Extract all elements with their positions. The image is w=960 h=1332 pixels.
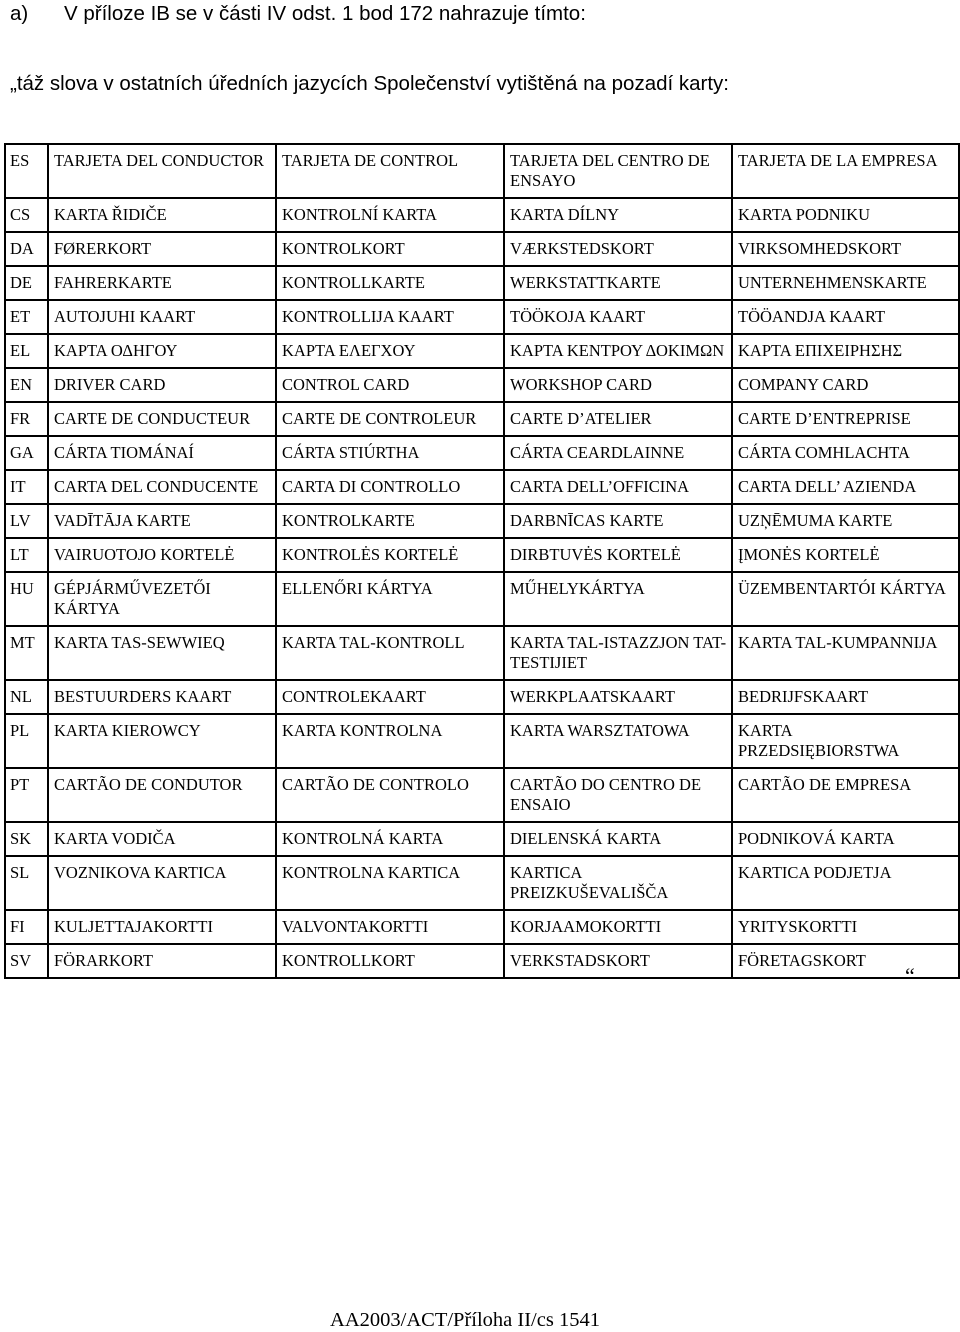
workshop-card-cell: DARBNĪCAS KARTE	[504, 504, 732, 538]
workshop-card-cell: KARTA WARSZTATOWA	[504, 714, 732, 768]
control-card-cell: ELLENŐRI KÁRTYA	[276, 572, 504, 626]
control-card-cell: KONTROLLKORT	[276, 944, 504, 978]
control-card-cell: KONTROLNA KARTICA	[276, 856, 504, 910]
control-card-cell: VALVONTAKORTTI	[276, 910, 504, 944]
table-row	[5, 714, 959, 768]
control-card-cell: CARTE DE CONTROLEUR	[276, 402, 504, 436]
driver-card-cell: CARTA DEL CONDUCENTE	[48, 470, 276, 504]
control-card-cell: KONTROLĖS KORTELĖ	[276, 538, 504, 572]
language-code-cell: LT	[5, 538, 48, 572]
table-row	[5, 910, 959, 944]
driver-card-cell: CARTÃO DE CONDUTOR	[48, 768, 276, 822]
control-card-cell: KONTROLLKARTE	[276, 266, 504, 300]
workshop-card-cell: VÆRKSTEDSKORT	[504, 232, 732, 266]
control-card-cell: KONTROLKORT	[276, 232, 504, 266]
workshop-card-cell: WORKSHOP CARD	[504, 368, 732, 402]
control-card-cell: CONTROLEKAART	[276, 680, 504, 714]
language-code-cell: GA	[5, 436, 48, 470]
driver-card-cell: KARTA KIEROWCY	[48, 714, 276, 768]
workshop-card-cell: DIRBTUVĖS KORTELĖ	[504, 538, 732, 572]
company-card-cell: FÖRETAGSKORT	[732, 944, 959, 978]
driver-card-cell: TARJETA DEL CONDUCTOR	[48, 144, 276, 198]
table-row	[5, 300, 959, 334]
language-code-cell: CS	[5, 198, 48, 232]
card-names-table-body	[5, 144, 959, 978]
control-card-cell: KONTROLLIJA KAART	[276, 300, 504, 334]
company-card-cell: CARTE D’ENTREPRISE	[732, 402, 959, 436]
table-row	[5, 504, 959, 538]
control-card-cell: CÁRTA STIÚRTHA	[276, 436, 504, 470]
company-card-cell: BEDRIJFSKAART	[732, 680, 959, 714]
company-card-cell: KARTICA PODJETJA	[732, 856, 959, 910]
company-card-cell: CÁRTA COMHLACHTA	[732, 436, 959, 470]
language-code-cell: FR	[5, 402, 48, 436]
table-row	[5, 944, 959, 978]
language-code-cell: HU	[5, 572, 48, 626]
language-code-cell: ET	[5, 300, 48, 334]
driver-card-cell: VAIRUOTOJO KORTELĖ	[48, 538, 276, 572]
company-card-cell: TARJETA DE LA EMPRESA	[732, 144, 959, 198]
language-code-cell: ES	[5, 144, 48, 198]
driver-card-cell: FAHRERKARTE	[48, 266, 276, 300]
amendment-heading-text: V příloze IB se v části IV odst. 1 bod 172 nahrazuje tímto:	[64, 2, 586, 25]
language-code-cell: EL	[5, 334, 48, 368]
table-row	[5, 144, 959, 198]
language-code-cell: LV	[5, 504, 48, 538]
workshop-card-cell: KARTICA PREIZKUŠEVALIŠČA	[504, 856, 732, 910]
language-code-cell: PT	[5, 768, 48, 822]
workshop-card-cell: ΚΑΡΤΑ ΚΕΝΤΡΟΥ ΔΟΚΙΜΩΝ	[504, 334, 732, 368]
workshop-card-cell: KARTA DÍLNY	[504, 198, 732, 232]
company-card-cell: COMPANY CARD	[732, 368, 959, 402]
table-row	[5, 856, 959, 910]
table-row	[5, 626, 959, 680]
company-card-cell: ÜZEMBENTARTÓI KÁRTYA	[732, 572, 959, 626]
workshop-card-cell: WERKPLAATSKAART	[504, 680, 732, 714]
table-row	[5, 470, 959, 504]
driver-card-cell: FØRERKORT	[48, 232, 276, 266]
table-row	[5, 232, 959, 266]
language-code-cell: NL	[5, 680, 48, 714]
amendment-intro: „táž slova v ostatních úředních jazycích Společenství vytištěná na pozadí karty:	[10, 72, 730, 95]
control-card-cell: CARTA DI CONTROLLO	[276, 470, 504, 504]
company-card-cell: KARTA PRZEDSIĘBIORSTWA	[732, 714, 959, 768]
driver-card-cell: AUTOJUHI KAART	[48, 300, 276, 334]
language-code-cell: PL	[5, 714, 48, 768]
language-code-cell: DA	[5, 232, 48, 266]
workshop-card-cell: VERKSTADSKORT	[504, 944, 732, 978]
control-card-cell: KARTA TAL-KONTROLL	[276, 626, 504, 680]
control-card-cell: CONTROL CARD	[276, 368, 504, 402]
language-code-cell: MT	[5, 626, 48, 680]
driver-card-cell: DRIVER CARD	[48, 368, 276, 402]
table-row	[5, 436, 959, 470]
driver-card-cell: KARTA VODIČA	[48, 822, 276, 856]
driver-card-cell: KARTA ŘIDIČE	[48, 198, 276, 232]
workshop-card-cell: TARJETA DEL CENTRO DE ENSAYO	[504, 144, 732, 198]
table-row	[5, 768, 959, 822]
list-marker: a)	[10, 2, 29, 25]
driver-card-cell: KULJETTAJAKORTTI	[48, 910, 276, 944]
table-row	[5, 266, 959, 300]
language-code-cell: FI	[5, 910, 48, 944]
workshop-card-cell: TÖÖKOJA KAART	[504, 300, 732, 334]
driver-card-cell: BESTUURDERS KAART	[48, 680, 276, 714]
workshop-card-cell: CARTE D’ATELIER	[504, 402, 732, 436]
company-card-cell: VIRKSOMHEDSKORT	[732, 232, 959, 266]
language-code-cell: IT	[5, 470, 48, 504]
table-row	[5, 538, 959, 572]
workshop-card-cell: KARTA TAL-ISTAZZJON TAT-TESTIJIET	[504, 626, 732, 680]
driver-card-cell: VOZNIKOVA KARTICA	[48, 856, 276, 910]
company-card-cell: CARTA DELL’ AZIENDA	[732, 470, 959, 504]
language-code-cell: SL	[5, 856, 48, 910]
language-code-cell: DE	[5, 266, 48, 300]
table-row	[5, 368, 959, 402]
control-card-cell: ΚΑΡΤΑ ΕΛΕΓΧΟΥ	[276, 334, 504, 368]
control-card-cell: KONTROLNÍ KARTA	[276, 198, 504, 232]
page-footer: AA2003/ACT/Příloha II/cs 1541	[330, 1309, 600, 1331]
driver-card-cell: VADĪTĀJA KARTE	[48, 504, 276, 538]
company-card-cell: ΚΑΡΤΑ ΕΠΙΧΕΙΡΗΣΗΣ	[732, 334, 959, 368]
company-card-cell: KARTA TAL-KUMPANNIJA	[732, 626, 959, 680]
table-row	[5, 334, 959, 368]
workshop-card-cell: WERKSTATTKARTE	[504, 266, 732, 300]
control-card-cell: KONTROLNÁ KARTA	[276, 822, 504, 856]
amendment-heading	[10, 2, 586, 26]
language-code-cell: SV	[5, 944, 48, 978]
company-card-cell: UZŅĒMUMA KARTE	[732, 504, 959, 538]
driver-card-cell: CARTE DE CONDUCTEUR	[48, 402, 276, 436]
workshop-card-cell: MŰHELYKÁRTYA	[504, 572, 732, 626]
driver-card-cell: CÁRTA TIOMÁNAÍ	[48, 436, 276, 470]
control-card-cell: CARTÃO DE CONTROLO	[276, 768, 504, 822]
company-card-cell: PODNIKOVÁ KARTA	[732, 822, 959, 856]
driver-card-cell: ΚΑΡΤΑ ΟΔΗΓΟΥ	[48, 334, 276, 368]
language-code-cell: EN	[5, 368, 48, 402]
company-card-cell: ĮMONĖS KORTELĖ	[732, 538, 959, 572]
workshop-card-cell: CÁRTA CEARDLAINNE	[504, 436, 732, 470]
company-card-cell: CARTÃO DE EMPRESA	[732, 768, 959, 822]
driver-card-cell: KARTA TAS-SEWWIEQ	[48, 626, 276, 680]
control-card-cell: TARJETA DE CONTROL	[276, 144, 504, 198]
table-row	[5, 680, 959, 714]
table-row	[5, 198, 959, 232]
workshop-card-cell: CARTÃO DO CENTRO DE ENSAIO	[504, 768, 732, 822]
language-code-cell: SK	[5, 822, 48, 856]
driver-card-cell: GÉPJÁRMŰVEZETŐI KÁRTYA	[48, 572, 276, 626]
closing-quote: “	[905, 963, 915, 988]
company-card-cell: KARTA PODNIKU	[732, 198, 959, 232]
table-row	[5, 572, 959, 626]
company-card-cell: YRITYSKORTTI	[732, 910, 959, 944]
control-card-cell: KONTROLKARTE	[276, 504, 504, 538]
workshop-card-cell: CARTA DELL’OFFICINA	[504, 470, 732, 504]
table-row	[5, 402, 959, 436]
company-card-cell: UNTERNEHMENSKARTE	[732, 266, 959, 300]
workshop-card-cell: DIELENSKÁ KARTA	[504, 822, 732, 856]
table-row	[5, 822, 959, 856]
workshop-card-cell: KORJAAMOKORTTI	[504, 910, 732, 944]
control-card-cell: KARTA KONTROLNA	[276, 714, 504, 768]
company-card-cell: TÖÖANDJA KAART	[732, 300, 959, 334]
driver-card-cell: FÖRARKORT	[48, 944, 276, 978]
card-names-table	[4, 143, 960, 979]
